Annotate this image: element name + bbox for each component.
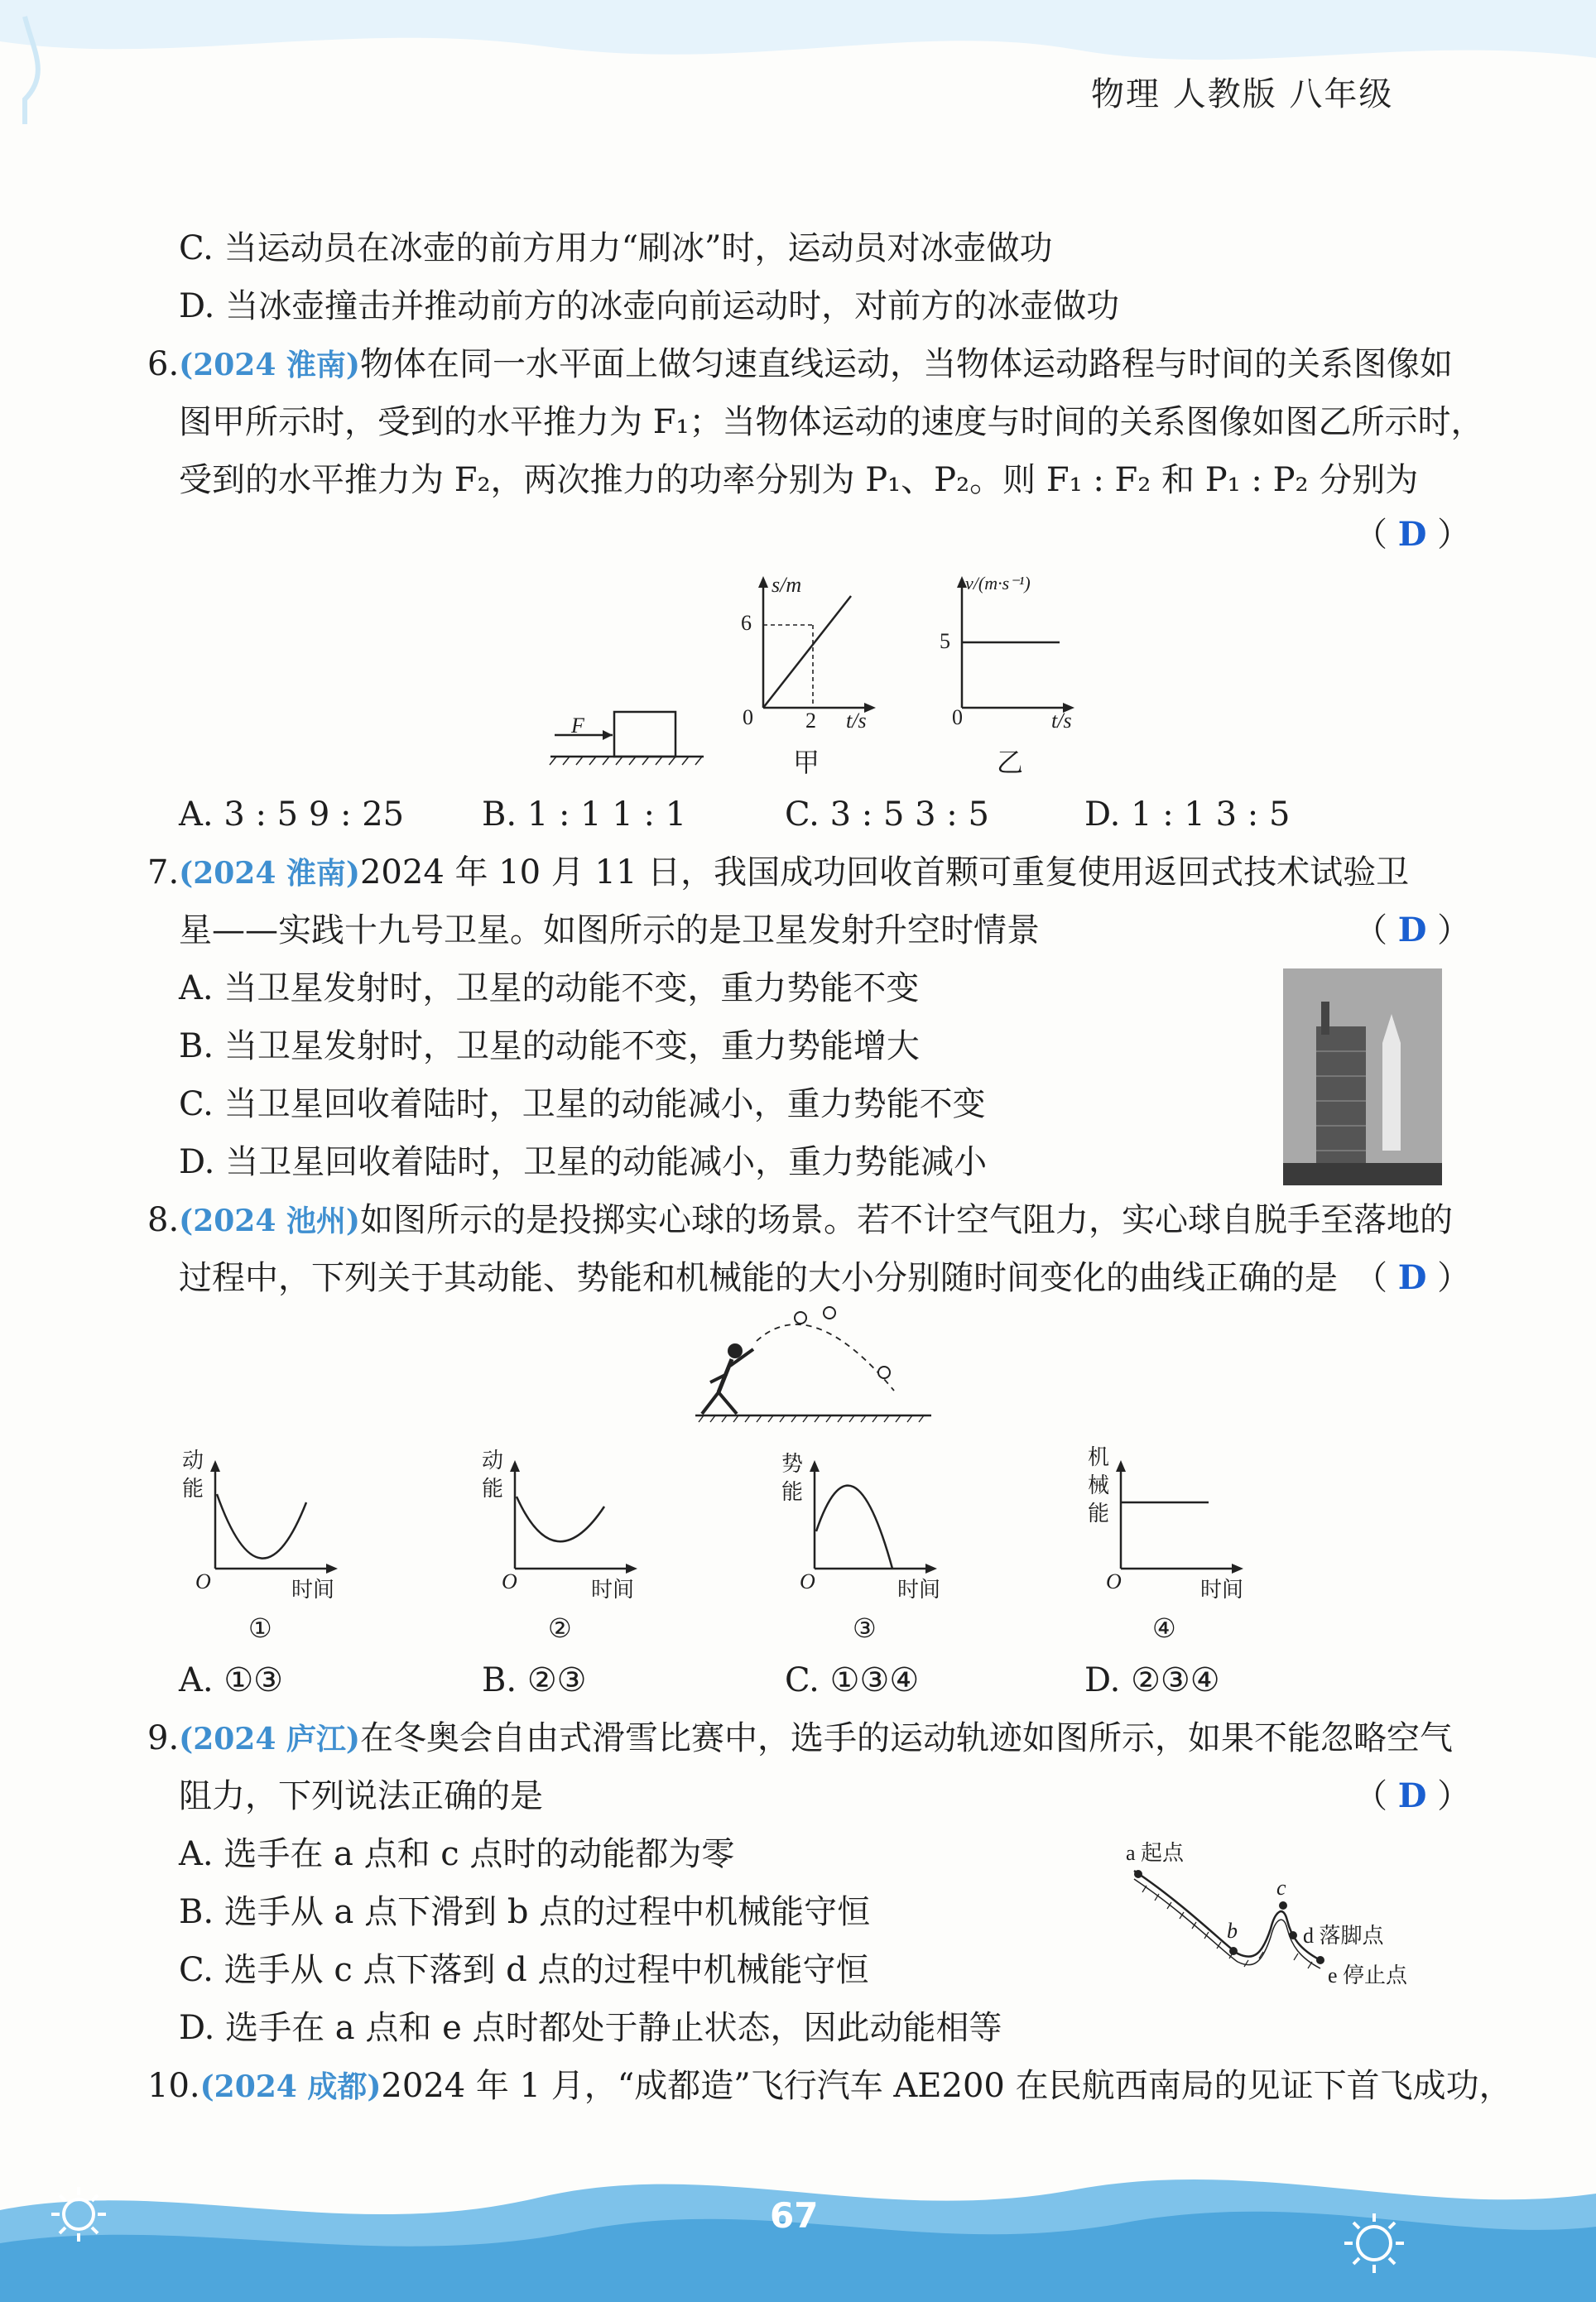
q8-graph3-origin: O	[800, 1569, 815, 1593]
rocket-launch-photo	[1283, 968, 1442, 1185]
rocket-launch-image	[1283, 968, 1442, 1185]
q7-option-d: D. 当卫星回收着陆时，卫星的动能减小，重力势能减小	[179, 1143, 988, 1181]
q8-graph2-ylabel: 动 能	[482, 1449, 504, 1501]
q8-stem-line2: 过程中，下列关于其动能、势能和机械能的大小分别随时间变化的曲线正确的是	[179, 1259, 1338, 1297]
q8-number: 8.	[147, 1201, 180, 1239]
q7-stem-line1	[147, 849, 1409, 896]
q8-graph-4	[1116, 1460, 1243, 1574]
q8-graph-3	[810, 1460, 937, 1574]
q6-answer: D	[1397, 515, 1427, 554]
q8-source: (2024 池州)	[179, 1204, 360, 1238]
q8-stem-line1	[147, 1197, 1453, 1244]
q8-option-c: C. ①③④	[785, 1661, 920, 1699]
q6-jia-ylabel: s/m	[772, 573, 802, 597]
q8-option-d: D. ②③④	[1084, 1661, 1220, 1699]
q6-stem-line1	[147, 341, 1453, 388]
q10-number: 10.	[147, 2067, 200, 2105]
q7-text1: 2024 年 10 月 11 日，我国成功回收首颗可重复使用返回式技术试验卫	[359, 853, 1410, 891]
q9-point-b-label: b	[1227, 1919, 1238, 1943]
q7-stem-line2: 星——实践十九号卫星。如图所示的是卫星发射升空时情景	[179, 911, 1040, 949]
q5-option-d: D. 当冰壶撞击并推动前方的冰壶向前运动时，对前方的冰壶做功	[179, 287, 1120, 325]
q6-jia-caption: 甲	[793, 747, 820, 778]
q9-option-c: C. 选手从 c 点下落到 d 点的过程中机械能守恒	[179, 1951, 869, 1989]
q10-text1: 2024 年 1 月，“成都造”飞行汽车 AE200 在民航西南局的见证下首飞成功，	[381, 2067, 1512, 2105]
q6-yi-origin: 0	[952, 705, 963, 729]
q7-option-c: C. 当卫星回收着陆时，卫星的动能减小，重力势能不变	[179, 1085, 986, 1123]
q9-point-d-label: d 落脚点	[1303, 1924, 1384, 1948]
q6-stem-line2: 图甲所示时，受到的水平推力为 F₁；当物体运动的速度与时间的关系图像如图乙所示时，	[179, 403, 1484, 441]
q9-text1: 在冬奥会自由式滑雪比赛中，选手的运动轨迹如图所示，如果不能忽略空气	[359, 1719, 1453, 1757]
q9-answer: D	[1397, 1776, 1427, 1815]
q6-jia-xlabel: t/s	[846, 709, 867, 733]
q6-jia-origin: 0	[743, 705, 753, 729]
q9-point-a-label: a 起点	[1126, 1841, 1185, 1865]
q9-option-b: B. 选手从 a 点下滑到 b 点的过程中机械能守恒	[179, 1893, 871, 1931]
q5-option-c: C. 当运动员在冰壶的前方用力“刷冰”时，运动员对冰壶做功	[179, 229, 1053, 267]
q9-stem-line2: 阻力，下列说法正确的是	[179, 1777, 543, 1815]
q8-graph4-caption: ④	[1152, 1612, 1176, 1644]
q6-yi-ylabel: v/(m·s⁻¹)	[965, 573, 1031, 594]
q9-source: (2024 庐江)	[179, 1722, 360, 1757]
q8-graph4-ylabel: 机 械 能	[1088, 1445, 1110, 1526]
q9-point-c-label: c	[1276, 1876, 1286, 1900]
q6-option-a: A. 3 : 5 9 : 25	[179, 795, 405, 834]
q8-option-a: A. ①③	[179, 1661, 284, 1699]
q7-answer: D	[1397, 911, 1427, 949]
q8-graph1-ylabel: 动 能	[182, 1449, 204, 1501]
q8-text1: 如图所示的是投掷实心球的场景。若不计空气阻力，实心球自脱手至落地的	[359, 1201, 1453, 1239]
q9-option-d: D. 选手在 a 点和 e 点时都处于静止状态，因此动能相等	[179, 2009, 1002, 2047]
q8-graph4-origin: O	[1106, 1569, 1122, 1593]
q8-graph2-origin: O	[502, 1569, 517, 1593]
q8-graph3-caption: ③	[853, 1612, 877, 1644]
q9-answer-bracket: （ D ）	[1354, 1776, 1471, 1815]
q8-graph3-ylabel: 势 能	[781, 1452, 804, 1504]
q7-number: 7.	[147, 853, 180, 891]
q8-answer: D	[1397, 1258, 1427, 1297]
q8-graph1-origin: O	[195, 1569, 211, 1593]
q10-source: (2024 成都)	[200, 2069, 382, 2104]
q6-option-d: D. 1 : 1 3 : 5	[1084, 795, 1291, 834]
q9-number: 9.	[147, 1719, 180, 1757]
q9-point-e-label: e 停止点	[1328, 1963, 1408, 1987]
q7-option-b: B. 当卫星发射时，卫星的动能不变，重力势能增大	[179, 1027, 920, 1065]
q6-option-c: C. 3 : 5 3 : 5	[785, 795, 989, 834]
q6-yi-xlabel: t/s	[1051, 709, 1072, 733]
q6-jia-ytick: 6	[741, 611, 752, 635]
q6-stem-line3: 受到的水平推力为 F₂，两次推力的功率分别为 P₁、P₂。则 F₁ : F₂ 和 P₁ : P₂ 分别为	[179, 461, 1419, 499]
q9-stem-line1	[147, 1715, 1453, 1762]
q6-source: (2024 淮南)	[179, 348, 360, 382]
q6-option-b: B. 1 : 1 1 : 1	[482, 795, 687, 834]
q6-answer-bracket: （ D ）	[1354, 515, 1471, 554]
q6-jia-xtick: 2	[805, 709, 816, 733]
q6-force-label: F	[571, 714, 584, 738]
q6-text1: 物体在同一水平面上做匀速直线运动，当物体运动路程与时间的关系图像如	[359, 345, 1453, 383]
q8-option-b: B. ②③	[482, 1661, 587, 1699]
q6-number: 6.	[147, 345, 180, 383]
q9-option-a: A. 选手在 a 点和 c 点时的动能都为零	[179, 1835, 735, 1873]
q8-answer-bracket: （ D ）	[1354, 1258, 1471, 1297]
q8-graph-1	[210, 1460, 338, 1574]
q7-answer-bracket: （ D ）	[1354, 911, 1471, 949]
q6-yi-ytick: 5	[940, 629, 950, 653]
header-title: 物理 人教版 八年级	[1091, 75, 1394, 113]
q8-graph2-caption: ②	[548, 1612, 572, 1644]
q8-graph3-xlabel: 时间	[897, 1578, 941, 1602]
q7-option-a: A. 当卫星发射时，卫星的动能不变，重力势能不变	[179, 969, 920, 1007]
q8-graph1-caption: ①	[248, 1612, 272, 1644]
q10-stem-line1	[147, 2063, 1512, 2110]
q8-graph2-xlabel: 时间	[591, 1578, 635, 1602]
q6-yi-caption: 乙	[997, 747, 1024, 778]
q7-source: (2024 淮南)	[179, 856, 360, 891]
q8-graph4-xlabel: 时间	[1200, 1578, 1244, 1602]
shot-put-figure	[687, 1300, 935, 1424]
page-number: 67	[770, 2195, 819, 2236]
q8-graph1-xlabel: 时间	[291, 1578, 335, 1602]
q8-graph-2	[510, 1460, 637, 1574]
